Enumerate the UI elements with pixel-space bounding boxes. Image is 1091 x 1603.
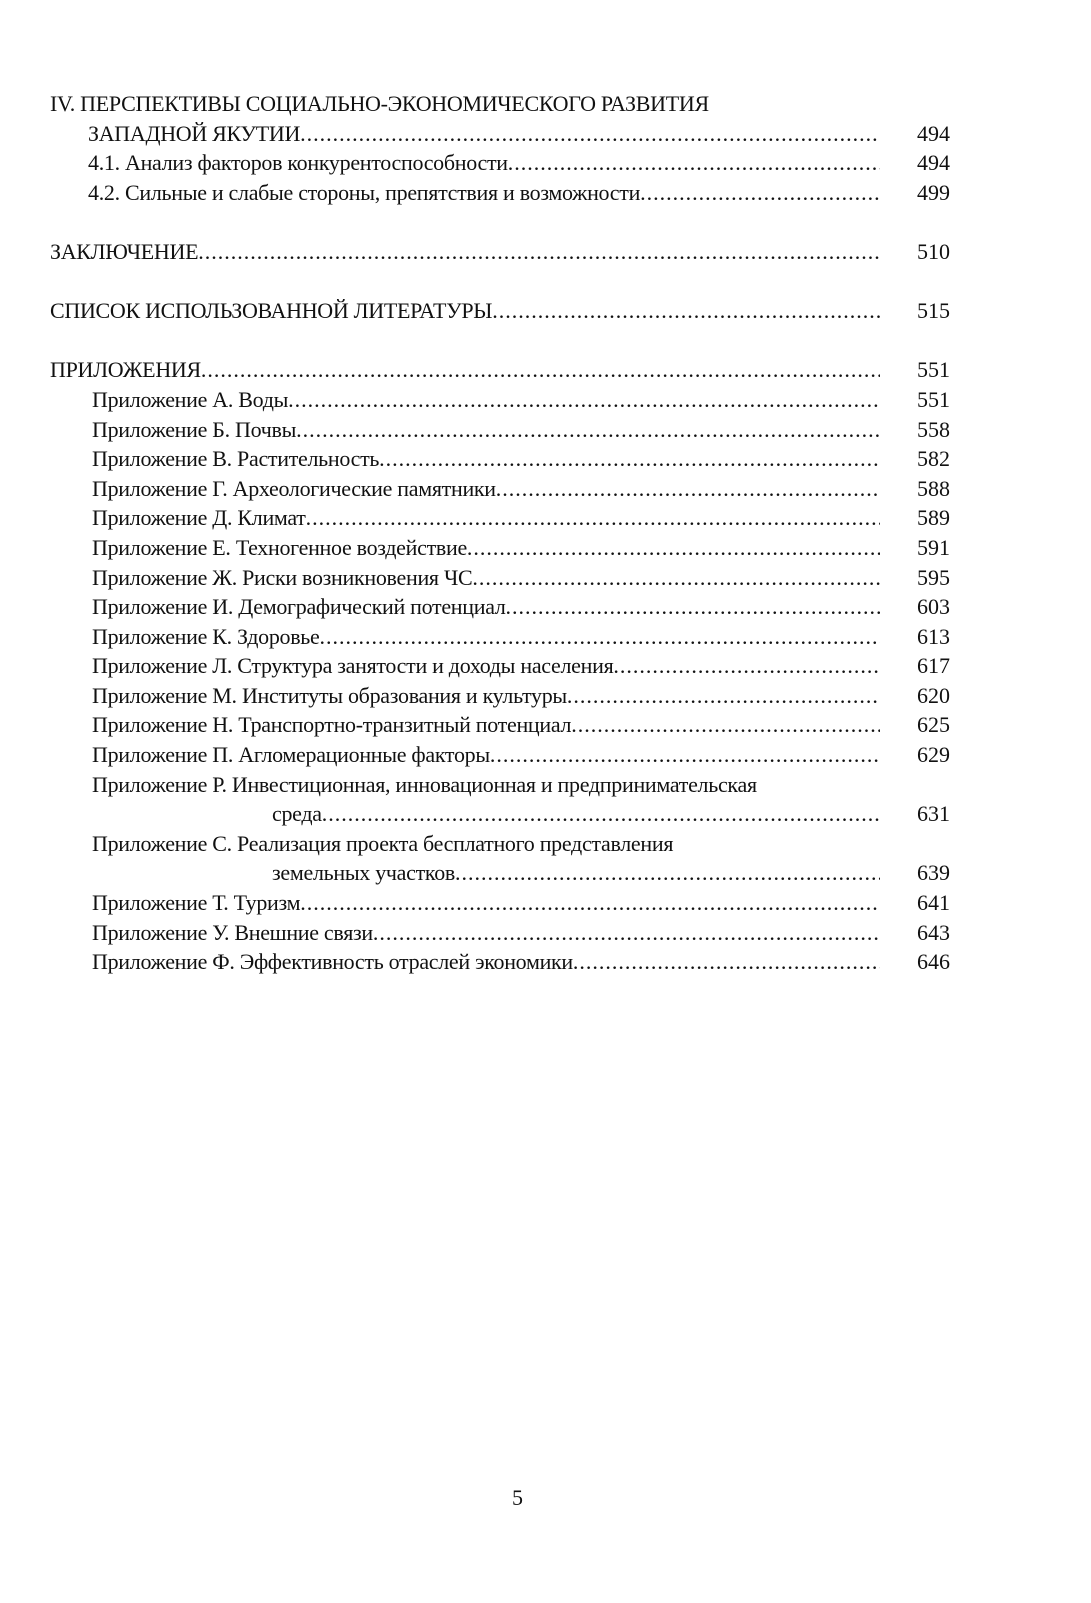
toc-entry: [0, 947, 1091, 977]
toc-entry-title: ПРИЛОЖЕНИЯ: [50, 357, 201, 383]
toc-entry-title: Приложение У. Внешние связи: [92, 919, 373, 945]
toc-entry: [0, 681, 1091, 711]
dot-leader: [198, 237, 880, 267]
toc-entry-title: Приложение В. Растительность: [92, 446, 380, 472]
toc-entry-title: Приложение Б. Почвы: [92, 416, 297, 442]
toc-entry-page: 625: [917, 712, 950, 738]
toc-entry-line: [92, 651, 880, 681]
toc-entry: [0, 119, 1091, 149]
toc-entry-line: [92, 563, 880, 593]
toc-entry-line: [50, 355, 880, 385]
toc-entry-page: 510: [917, 238, 950, 264]
toc-entry: [0, 296, 1091, 326]
dot-leader: [379, 444, 880, 474]
toc-entry: [0, 592, 1091, 622]
toc-entry-page: 641: [917, 890, 950, 916]
toc-entry-page: 603: [917, 594, 950, 620]
dot-leader: [320, 622, 880, 652]
toc-entry-title: Приложение Е. Техногенное воздействие: [92, 534, 467, 560]
toc-entry-line: [92, 592, 880, 622]
toc-entry: [0, 148, 1091, 178]
toc-entry-page: 617: [917, 653, 950, 679]
toc-entry-page: 613: [917, 623, 950, 649]
dot-leader: [467, 533, 880, 563]
toc-entry-line: [88, 119, 880, 149]
toc-entry-title: ЗАКЛЮЧЕНИЕ: [50, 238, 199, 264]
dot-leader: [300, 888, 880, 918]
dot-leader: [322, 799, 880, 829]
toc-entry-title: Приложение Р. Инвестиционная, инновационная и предпринимательская: [92, 771, 757, 797]
toc-entry-line: [92, 474, 880, 504]
toc-entry-title: Приложение Т. Туризм: [92, 890, 301, 916]
toc-entry: [0, 829, 1091, 859]
dot-leader: [201, 355, 880, 385]
toc-entry-title: СПИСОК ИСПОЛЬЗОВАННОЙ ЛИТЕРАТУРЫ: [50, 298, 493, 324]
dot-leader: [506, 592, 880, 622]
toc-entry: [0, 651, 1091, 681]
toc-entry-title: Приложение И. Демографический потенциал: [92, 594, 506, 620]
toc-entry-line: [92, 533, 880, 563]
toc-entry-page: 591: [917, 534, 950, 560]
toc-entry-page: 589: [917, 505, 950, 531]
toc-entry-title: земельных участков: [272, 860, 455, 886]
toc-entry: [0, 770, 1091, 800]
dot-leader: [306, 503, 880, 533]
toc-entry: [0, 385, 1091, 415]
toc-entry: [0, 237, 1091, 267]
toc-entry-title: Приложение К. Здоровье: [92, 623, 320, 649]
dot-leader: [288, 385, 880, 415]
toc-entry-page: 494: [917, 120, 950, 146]
toc-entry-page: 515: [917, 298, 950, 324]
toc-entry: [0, 474, 1091, 504]
toc-entry-page: 558: [917, 416, 950, 442]
toc-entry-title: Приложение Г. Археологические памятники: [92, 475, 496, 501]
toc-entry-line: [92, 770, 757, 800]
toc-entry-line: [50, 296, 880, 326]
toc-entry-page: 595: [917, 564, 950, 590]
toc-entry-line: [92, 415, 880, 445]
toc-entry-title: Приложение Д. Климат: [92, 505, 306, 531]
toc-entry-page: 629: [917, 742, 950, 768]
dot-leader: [567, 681, 880, 711]
toc-entry-page: 620: [917, 682, 950, 708]
toc-entry-line: [92, 740, 880, 770]
toc-entry-line: [88, 148, 880, 178]
toc-entry-page: 639: [917, 860, 950, 886]
toc-entry: [0, 503, 1091, 533]
toc-entry-title: Приложение М. Институты образования и культуры: [92, 682, 567, 708]
toc-entry: [0, 89, 1091, 119]
dot-leader: [613, 651, 880, 681]
toc-entry-page: 551: [917, 386, 950, 412]
toc-entry: [0, 858, 1091, 888]
dot-leader: [640, 178, 880, 208]
dot-leader: [496, 474, 880, 504]
toc-entry: [0, 444, 1091, 474]
toc-entry: [0, 178, 1091, 208]
toc-entry-title: 4.1. Анализ факторов конкурентоспособности: [88, 150, 508, 176]
toc-entry-page: 631: [917, 801, 950, 827]
toc-entry-page: 551: [917, 357, 950, 383]
toc-entry-line: [92, 710, 880, 740]
toc-entry-line: [272, 799, 880, 829]
toc-entry-title: Приложение Ф. Эффективность отраслей экономики: [92, 949, 573, 975]
toc-entry: [0, 622, 1091, 652]
toc-entry-page: 494: [917, 150, 950, 176]
toc-entry-line: [50, 89, 709, 119]
toc-entry: [0, 740, 1091, 770]
toc-entry-title: среда: [272, 801, 322, 827]
toc-entry-title: Приложение Л. Структура занятости и доходы населения: [92, 653, 614, 679]
toc-entry-line: [92, 681, 880, 711]
page-number: 5: [512, 1485, 523, 1510]
toc-entry-title: Приложение А. Воды: [92, 386, 289, 412]
toc-entry-line: [272, 858, 880, 888]
dot-leader: [300, 119, 880, 149]
toc-entry: [0, 563, 1091, 593]
toc-entry-line: [92, 888, 880, 918]
toc-entry-page: 588: [917, 475, 950, 501]
dot-leader: [373, 918, 880, 948]
toc-entry-line: [92, 444, 880, 474]
toc-entry-line: [92, 385, 880, 415]
toc-entry-title: Приложение Н. Транспортно-транзитный потенциал: [92, 712, 572, 738]
toc-entry: [0, 355, 1091, 385]
dot-leader: [490, 740, 880, 770]
toc-entry-line: [88, 178, 880, 208]
toc-entry-title: Приложение П. Агломерационные факторы: [92, 742, 490, 768]
toc-entry: [0, 918, 1091, 948]
toc-entry: [0, 533, 1091, 563]
table-of-contents: [0, 89, 1091, 977]
dot-leader: [455, 858, 880, 888]
toc-entry: [0, 888, 1091, 918]
toc-entry: [0, 415, 1091, 445]
toc-entry-line: [50, 237, 880, 267]
toc-entry-line: [92, 622, 880, 652]
toc-entry-page: 646: [917, 949, 950, 975]
dot-leader: [492, 296, 880, 326]
toc-entry-line: [92, 503, 880, 533]
toc-entry-line: [92, 947, 880, 977]
toc-entry-line: [92, 918, 880, 948]
dot-leader: [296, 415, 880, 445]
toc-entry-page: 582: [917, 446, 950, 472]
dot-leader: [573, 947, 880, 977]
dot-leader: [472, 563, 880, 593]
toc-entry-page: 643: [917, 919, 950, 945]
toc-entry-page: 499: [917, 179, 950, 205]
dot-leader: [571, 710, 880, 740]
dot-leader: [508, 148, 880, 178]
toc-entry-title: 4.2. Сильные и слабые стороны, препятствия и возможности: [88, 179, 641, 205]
toc-entry-title: Приложение Ж. Риски возникновения ЧС: [92, 564, 473, 590]
toc-entry-title: IV. ПЕРСПЕКТИВЫ СОЦИАЛЬНО-ЭКОНОМИЧЕСКОГО РАЗВИТИЯ: [50, 91, 709, 116]
toc-entry-line: [92, 829, 673, 859]
toc-entry-title: Приложение С. Реализация проекта бесплатного представления: [92, 830, 674, 856]
toc-entry: [0, 799, 1091, 829]
toc-entry: [0, 710, 1091, 740]
toc-entry-title: ЗАПАДНОЙ ЯКУТИИ: [88, 120, 301, 146]
